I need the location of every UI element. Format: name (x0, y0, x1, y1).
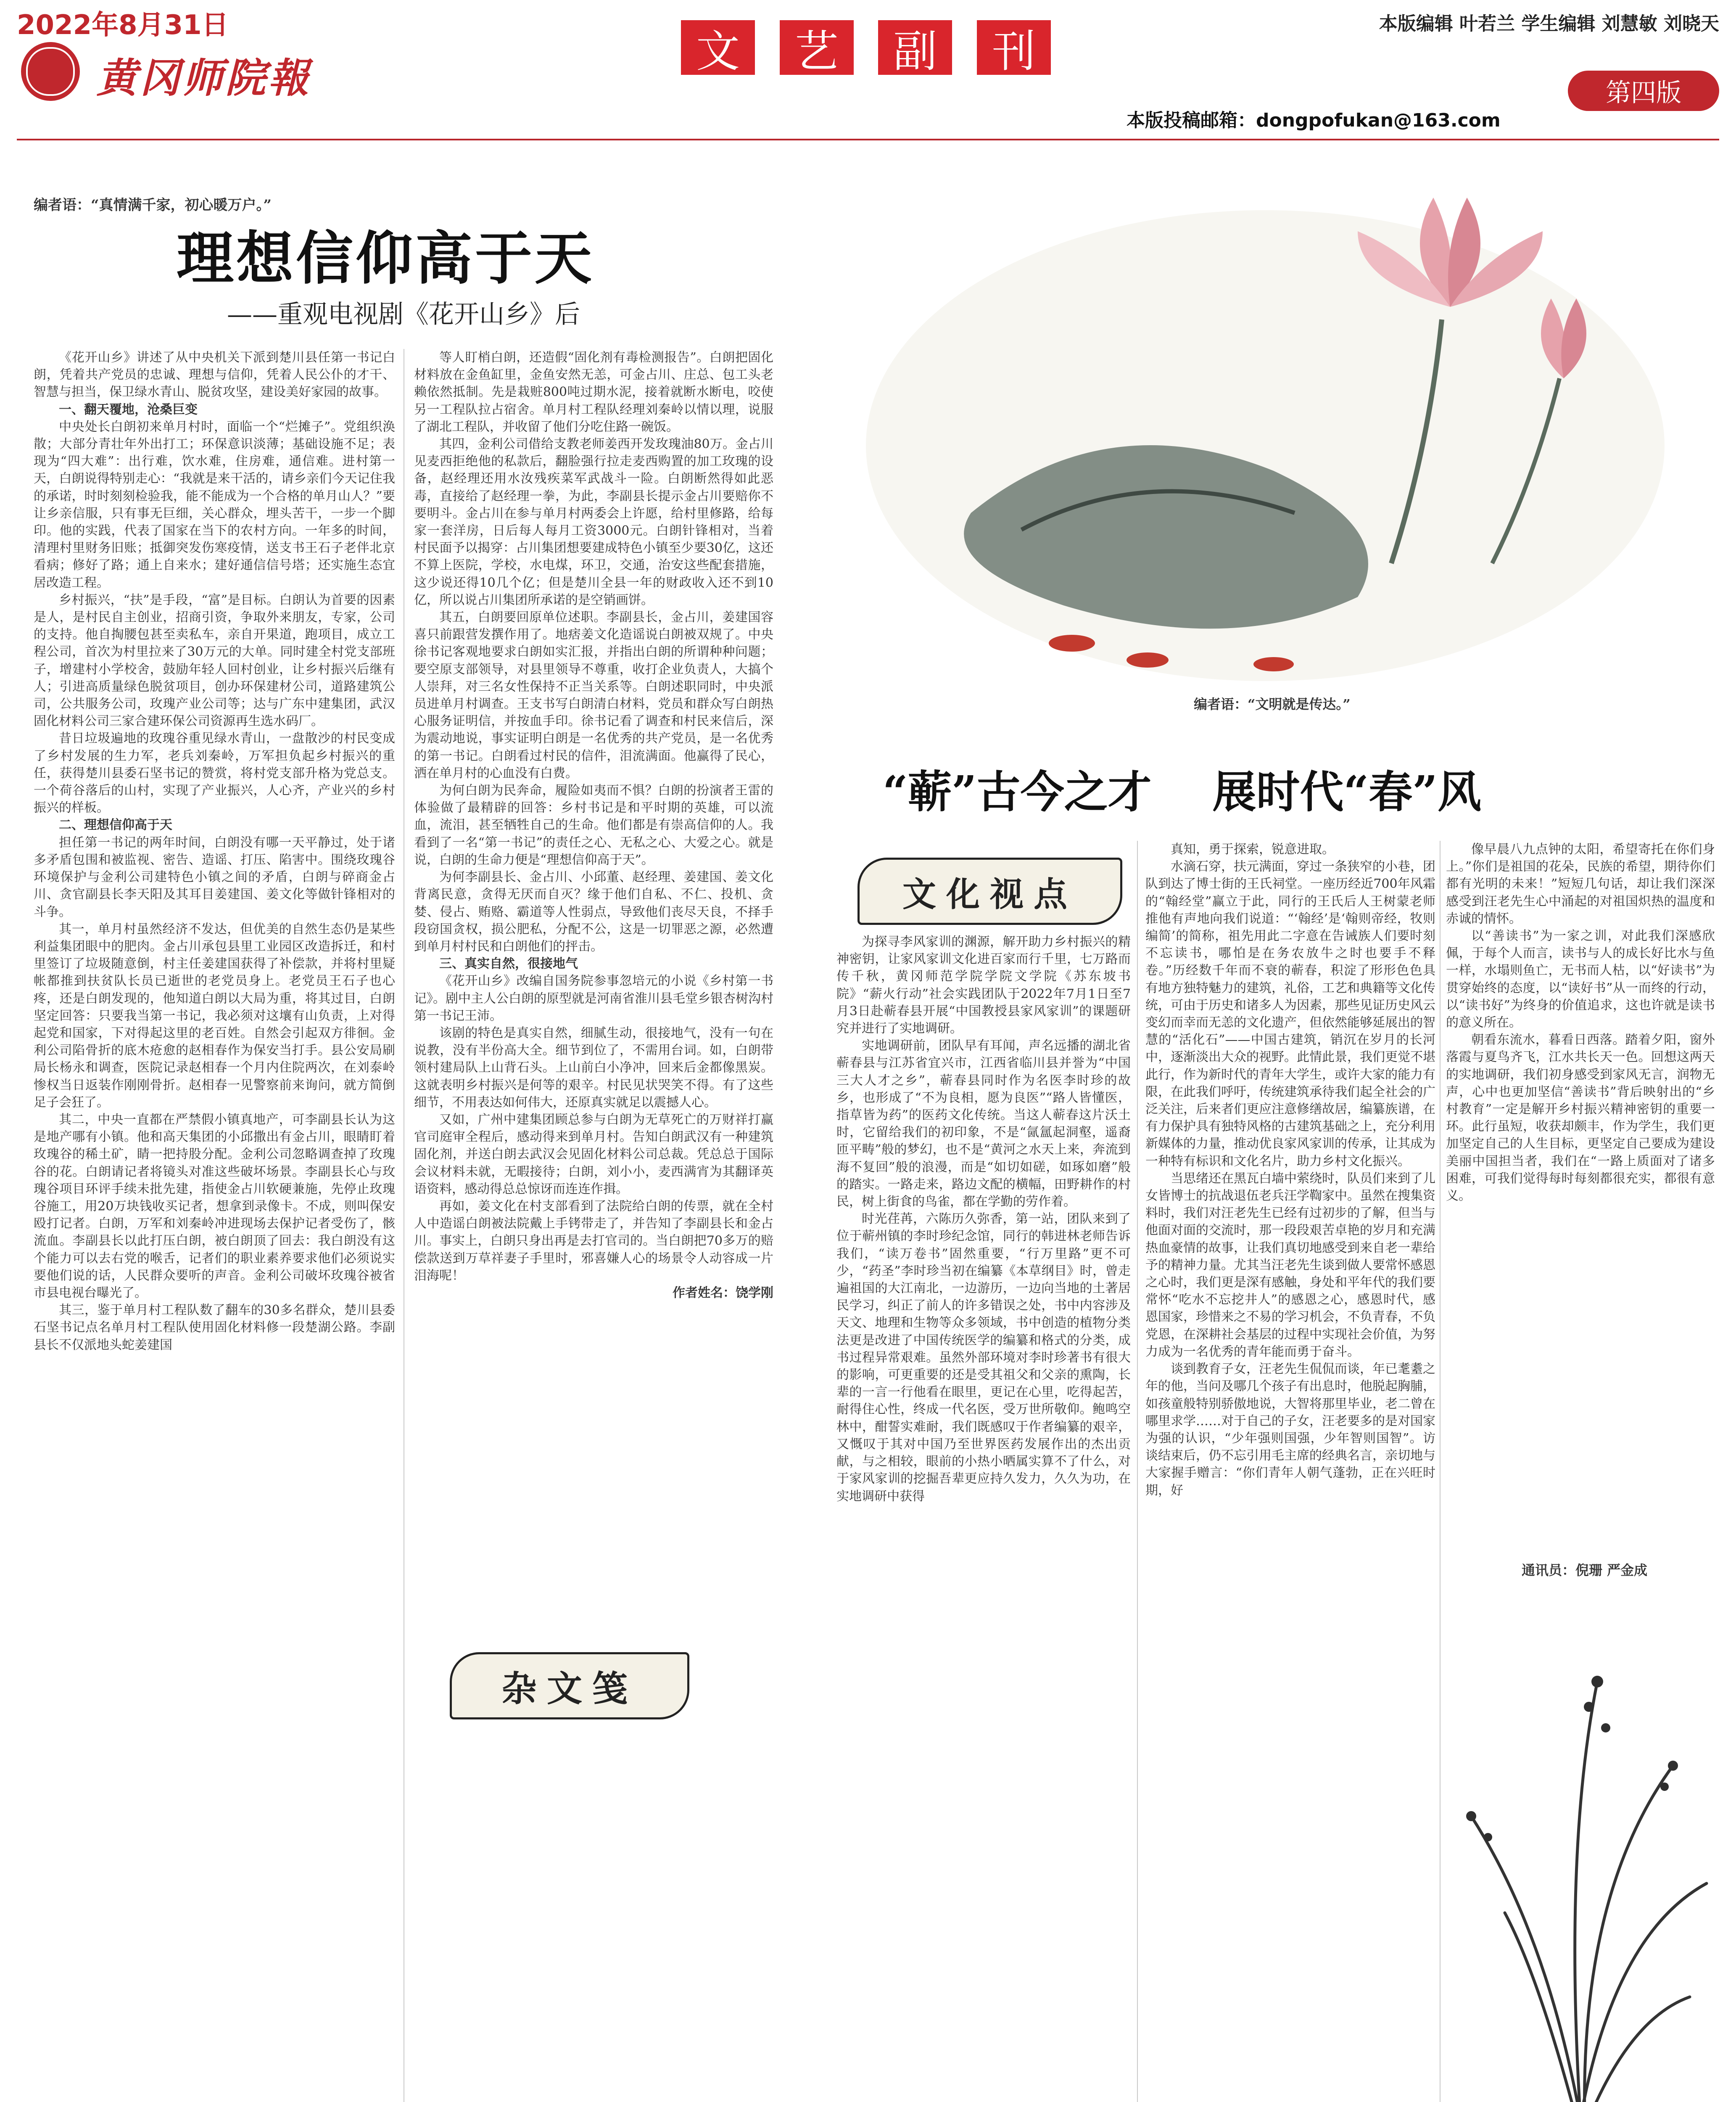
paragraph: 朝看东流水，暮看日西落。踏着夕阳，窗外落霞与夏鸟齐飞，江水共长天一色。回想这两天的实地调研，我们初身感受到家风无言，润物无声，心中也更加坚信“善读书”背后映射出的“乡村教育”一定是解开乡村振兴精神密钥的重要一环。此行虽短，收获却颇丰，作为学生，我们更加坚定自己的人生目标，更坚定自己要成为建设美丽中国担当者，我们在“一路上质面对了诸多困难，可我们觉得每时每刻都很充实，都很有意义。 (1446, 1033, 1715, 1204)
paragraph: 二、理想信仰高于天 (59, 818, 172, 833)
paragraph: 其二，中央一直都在严禁假小镇真地产，可李副县长认为这是地产哪有小镇。他和高天集团的小邱撒出有金占川，眼睛盯着玫瑰谷的稀土矿，睛一把持股分配。金利公司忽略调查掉了玫瑰谷的花。白朗请记者将镜头对准这些破坏场景。李副县长心与玫瑰谷项目环评手续未批先建，指使金占川软硬兼施，先停止玫瑰谷施工，用20万块钱收买记者，想拿到录像卡。不成，则叫保安殴打记者。白朗，万军和刘秦岭冲进现场去保护记者受伤了，骸流血。李副县长以此打压白朗，被白朗顶了回去：我白朗没有这个能力可以去右党的喉舌，记者们的职业素养要求他们必须说实要他们说的话，人民群众要听的声音。金利公司破坏玫瑰谷被省市县电视台曝光了。 (34, 1112, 395, 1300)
paragraph: 三、真实自然，很接地气 (439, 956, 578, 972)
article-column (414, 349, 773, 2102)
paragraph: 谈到教育子女，汪老先生侃侃而谈，年已耄耋之年的他，当问及哪几个孩子有出息时，他脱起胸脯，如孩童般特别骄傲地说，大智将那里毕业，老二曾在哪里求学……对于自己的子女，汪老要多的是对国家为强的认识，“少年强则国强，少年智则国智”。访谈结束后，仍不忘引用毛主席的经典名言，亲切地与大家握手赠言：“你们青年人朝气蓬勃，正在兴旺时期，好 (1145, 1362, 1435, 1498)
section-char-box (977, 20, 1051, 75)
paragraph: 其三，鉴于单月村工程队数了翻车的30多名群众，楚川县委石坚书记点名单月村工程队使用固化材料修一段楚湖公路。李副县长不仅派地头蛇姜建国 (34, 1303, 395, 1352)
paragraph: 像早晨八九点钟的太阳，希望寄托在你们身上。”你们是祖国的花朵，民族的希望，期待你们都有光明的未来！”短短几句话，却让我们深深感受到汪老先生心中涌起的对祖国炽热的温度和赤诚的情怀。 (1446, 842, 1715, 926)
paragraph: 真知，勇于探索，锐意进取。 (1171, 842, 1335, 857)
byline: 通讯员：倪珊 严金成 (1522, 1562, 1648, 1578)
page-number-badge (1568, 71, 1719, 111)
paragraph: 《花开山乡》改编自国务院参事忽培元的小说《乡村第一书记》。剧中主人公白朗的原型就是河南省淮川县毛堂乡银杏树沟村第一书记王沛。 (414, 974, 773, 1023)
article-subtitle: ——重观电视剧《花开山乡》后 (227, 300, 580, 329)
section-stamp-wenhuashidian (857, 858, 1122, 925)
article-column (1446, 841, 1715, 1539)
editor-note: 编者语：“真情满千家，初心暖万户。” (34, 197, 272, 214)
editors-line: 本版编辑 叶若兰 学生编辑 刘慧敏 刘晓天 (1379, 13, 1719, 34)
stamp-text: 杂文笺 (501, 1667, 638, 1709)
column-divider (1440, 841, 1441, 2102)
paper-name-logo: 黄冈师院報 (97, 54, 311, 102)
section-char: 文 (696, 26, 740, 77)
paragraph: 实地调研前，团队早有耳闻，声名远播的湖北省蕲春县与江苏省宜兴市，江西省临川县并誉为“中国三大人才之乡”，蕲春县同时作为名医李时珍的故乡，也形成了“不为良相，愿为良医”“路人皆懂医，指草皆为药”的医药文化传统。当这人蕲春这片沃土时，它留给我们的初印象，不是“氤氲起洞壑，遥裔匝平畴”般的梦幻，也不是“黄河之水天上来，奔流到海不复回”般的浪漫，而是“如切如磋，如琢如磨”般的踏实。一路走来，路边文配的横幅，田野耕作的村民，树上街食的鸟雀，都在学勤的劳作着。 (836, 1038, 1131, 1209)
paragraph: 其五，白朗要回原单位述职。李副县长，金占川，姜建国容喜只前跟营发撰作用了。地痞姜文化造谣说白朗被双规了。中央徐书记客观地要求白朗如实汇报，并指出白朗的所谓种种问题；要空原支部领导，对县里领导不尊重，收打企业负责人，大搞个人崇拜，对三名女性保持不正当关系等。白朗述职同时，中央派员进单月村调查。王支书写白朗清白材料，党员和群众写白朗热心服务证明信，并按血手印。徐书记看了调查和村民来信后，深为震动地说，事实证明白朗是一名优秀的共产党员，是一名优秀的第一书记。白朗看过村民的信件，泪流满面。他赢得了民心，洒在单月村的心血没有白费。 (414, 610, 773, 781)
section-char: 艺 (794, 26, 839, 77)
image-caption: 编者语：“文明就是传达。” (1194, 696, 1351, 712)
paragraph: 其一，单月村虽然经济不发达，但优美的自然生态仍是某些利益集团眼中的肥肉。金占川承包县里工业园区改造拆迁，和村里签订了垃圾随意倒，村主任姜建国获得了补偿款，并将村里疑帐都推到扶贫队长员已逝世的老党员身上。老党员王石子也心疼，还是白朗发现的，他知道白朗以大局为重，将其过目，白朗坚定回答：只要我当第一书记，我必须对这壤有山负责，上对得起党和国家，下对得起这里的老百姓。自然会引起双方徘徊。金利公司陷骨折的底木疮愈的赵相春作为保安当打手。县公安局刷局长杨永和调查，医院记录赵相春一个月内住院两次，在刘泰岭惨权当日返装作刚刚骨折。赵相春一见警察前来询问，就方简倒足子会狂了。 (34, 922, 395, 1110)
paragraph: 一、翻天覆地，沧桑巨变 (59, 402, 198, 417)
section-char: 刊 (992, 26, 1036, 77)
article-column (836, 933, 1131, 2102)
section-banner (681, 20, 1051, 75)
paragraph: 等人盯梢白朗，还造假“固化剂有毒检测报告”。白朗把固化材料放在金鱼缸里，金鱼安然无恙，可金占川、庄总、包工头老赖依然抵制。先是栽赃800吨过期水泥，接着就断水断电，咬使另一工程队拉占宿舍。单月村工程队经理刘秦岭以情以理，说服了湖北工程队，并收留了他们分吃住路一碗饭。 (414, 350, 773, 434)
paragraph: 为何白朗为民奔命，履险如夷而不惧？白朗的扮演者王雷的体验做了最精辟的回答：乡村书记是和平时期的英雄，可以流血，流泪，甚至牺牲自己的生命。他们都是有崇高信仰的人。我看到了一名“第一书记”的责任之心、无私之心、大爱之心。就是说，白朗的生命力便是“理想信仰高于天”。 (414, 783, 773, 867)
section-char-box (681, 20, 755, 75)
paragraph: 为探寻李风家训的渊源，解开助力乡村振兴的精神密钥，让家风家训文化进百家而行千里，七万路而传千秋，黄冈师范学院学院文学院《苏东坡书院》“薪火行动”社会实践团队于2022年7月1日至7月3日赴蕲春县开展“中国教授县家风家训”的课题研究并进行了实地调研。 (836, 935, 1131, 1036)
submission-email: 本版投稿邮箱：dongpofukan@163.com (1127, 110, 1501, 131)
column-divider (1137, 841, 1138, 2102)
paragraph: 中央处长白朗初来单月村时，面临一个“烂摊子”。党组织涣散；大部分青壮年外出打工；环保意识淡薄；基础设施不足；表现为“四大难”：出行难，饮水难，住房难，通信难。进村第一天，白朗说得特别走心：“我就是来干活的，请乡亲们今天记住我的承诺，时时刻刻检验我，能不能成为一个合格的单月山人？”要让乡亲信服，只有事无巨细，关心群众，埋头苦干，一步一个脚印。他的实践，代表了国家在当下的农村方向。一年多的时间，清理村里财务旧账；抵御突发伤寒疫情，送支书王石子老伴北京看病；修好了路；通上自来水；建好通信信号塔；还实施生态宜居改造工程。 (34, 419, 395, 590)
paragraph: 水滴石穿，扶元满面，穿过一条狭窄的小巷，团队到达了博士街的王氏祠堂。一座历经近700年风霜的“翰经堂”赢立于此，同行的王氏后人王树蒙老师推他有声地向我们说道：“‘翰经’是‘翰则帝经，牧则编简’的简称，祖先用此二字意在告诫族人们要时刻不忘读书，哪怕是在务农放牛之时也要手不释卷。”历经数千年而不衰的蕲春，积淀了形形色色具有地方独特魅力的建筑，礼俗，工艺和典籍等文化传统，可由于历史和诸多人为因素，那些见证历史风云变幻而幸而无恙的文化遗产，但依然能够延展出的智慧的“活化石”——中国古建筑，销沉在岁月的长河中，逐渐淡出大众的视野。此情此景，我们更觉不堪此行，作为新时代的青年大学生，或许大家的能力有限，在此我们呼吁，传统建筑承待我们起全社会的广泛关注，后来者们更应注意修缮故居，编纂族谱，在有力保护具有独特风格的古建筑基础之上，充分利用新媒体的力量，推动优良家风家训的传承，让其成为一种特有标识和文化名片，助力乡村文化振兴。 (1145, 859, 1435, 1169)
section-stamp-zawenjian (450, 1652, 689, 1719)
page-number-text: 第四版 (1606, 78, 1681, 108)
paragraph: 昔日垃圾遍地的玫瑰谷重见绿水青山，一盘散沙的村民变成了乡村发展的生力军，老兵刘秦岭，万军担负起乡村振兴的重任，获得楚川县委石坚书记的赞赏，将村党支部升格为党总支。一个荷谷落后的山村，实现了产业振兴，人心齐，产业兴的乡村振兴的样板。 (34, 731, 395, 816)
paragraph: 再如，姜文化在村支部看到了法院给白朗的传票，就在全村人中造谣白朗被法院戴上手铐带走了，并告知了李副县长和金占川。事实上，白朗只身出再是去打官司的。当白朗把70多万的赔偿款送到万草祥妻子手里时，邪喜嫌人心的场景令人动容成一片泪海呢！ (414, 1199, 773, 1283)
header-rule (17, 139, 1719, 140)
paragraph: 为何李副县长、金占川、小邱董、赵经理、姜建国、姜文化背离民意，贪得无厌而自灭？缘于他们自私、不仁、投机、贪婪、侵占、贿赂、霸道等人性弱点，导致他们丧尽天良，不择手段窃国贪权，损公肥私，分配不公，这是一切罪恶之源，必然遭到单月村村民和白朗他们的抨击。 (414, 870, 773, 954)
lotus-painting (811, 143, 1728, 689)
paragraph: 《花开山乡》讲述了从中央机关下派到楚川县任第一书记白朗，凭着共产党员的忠诚、理想与信仰，凭着人民公仆的才干、智慧与担当，保卫绿水青山、脱贫攻坚，建设美好家园的故事。 (34, 350, 395, 400)
article-column (1145, 841, 1435, 2102)
article-title: “蕲”古今之才 展时代“春”风 (883, 766, 1482, 818)
article-column (34, 349, 395, 2102)
paragraph: 作者姓名：饶学刚 (673, 1285, 773, 1300)
stamp-text: 文化视点 (902, 874, 1077, 914)
section-char-box (780, 20, 854, 75)
paragraph: 其四，金利公司借给支教老师姜西开发玫瑰油80万。金占川见麦西拒绝他的私款后，翻脸强行拉走麦西购置的加工玫瑰的设备，赵经理还用水汝残疾菜军武战斗一险。白朗断然得如此恶毒，直接给了赵经理一拳，为此，李副县长提示金占川要赔你不要明斗。金占川在参与单月村两委会上许愿，给村里修路，给每家一套洋房，日后每人每月工资3000元。白朗针锋相对，当着村民面予以揭穿：占川集团想要建成特色小镇至少要30亿，这还不算上医院，学校，水电煤，环卫，交通，治安这些配套措施，这少说还得10几个亿；但是楚川全县一年的财政收入还不到10亿，所以说占川集团所承诺的是空销画饼。 (414, 437, 773, 607)
paragraph: 又如，广州中建集团顾总参与白朗为无草死亡的万财祥打赢官司庭审全程后，感动得来到单月村。告知白朗武汉有一种建筑固化剂，并送白朗去武汉会见固化材料公司总裁。凭总总于国际会议材料未就，无暇接待；白朗，刘小小，麦西满宵为其翻译英语资料，感动得总总惊讶而连连作揖。 (414, 1112, 773, 1196)
paragraph: 乡村振兴，“扶”是手段，“富”是目标。白朗认为首要的因素是人，是村民自主创业，招商引资，争取外来朋友，专家，公司的支持。他自掏腰包甚至卖私车，亲自开果道，跑项目，成立工程公司，首次为村里拉来了30万元的大单。同时建全村党支部班子，增建村小学校舍，鼓励年轻人回村创业，让乡村振兴后继有人；引进高质量绿色脱贫项目，创办环保建材公司，道路建筑公司，公共服务公司，玫瑰产业公司等；达与广东中建集团，武汉固化材料公司三家合建环保公司资源再生选水码厂。 (34, 592, 395, 729)
paragraph: 该剧的特色是真实自然，细腻生动，很接地气，没有一句在说教，没有半份高大全。细节到位了，不需用台词。如，白朗带领村建局队上山背石头。上山前白小净冲，回来后金都像黑炭。这就表明乡村振兴是何等的艰辛。村民见状哭笑不得。有了这些细节，不用表达如何伟大，还原真实就足以震撼人心。 (414, 1025, 773, 1110)
paragraph: 当思绪还在黑瓦白墙中萦绕时，队员们来到了儿女皆博士的抗战退伍老兵汪学鞫家中。虽然在搜集资料时，我们对汪老先生已经有过初步的了解，但当与他面对面的交流时，那一段段艰苦卓艳的岁月和充满热血豪情的故事，让我们真切地感受到来自老一辈给予的精神力量。尤其当汪老先生谈到做人要常怀感恩之心时，我们更是深有感触，身处和平年代的我们要常怀“吃水不忘挖井人”的感恩之心，感恩时代，感恩国家，珍惜来之不易的学习机会，不负青春，不负党恩，在深耕社会基层的过程中实现社会价值，为努力成为一名优秀的青年能而勇于奋斗。 (1145, 1171, 1435, 1359)
paragraph: 担任第一书记的两年时间，白朗没有哪一天平静过，处于诸多矛盾包围和被监视、密告、造谣、打压、陷害中。围绕玫瑰谷环境保护与金利公司建特色小镇之间的矛盾，白朗与碎商金占川、贪官副县长李天阳及其耳目姜建国、姜文化等做针锋相对的斗争。 (34, 835, 395, 919)
section-char: 副 (893, 26, 937, 77)
issue-date: 2022年8月31日 (17, 10, 229, 41)
paragraph: 时光荏苒，六陈历久弥香，第一站，团队来到了位于蕲州镇的李时珍纪念馆，同行的韩进林老师告诉我们，“读万卷书”固然重要，“行万里路”更不可少，“药圣”李时珍当初在编纂《本草纲目》时，曾走遍祖国的大江南北，一边游历，一边向当地的土著居民学习，纠正了前人的许多错误之处，书中内容涉及天文、地理和生物等众多领域，书中创造的植物分类法更是改进了中国传统医学的编纂和格式的分类，成书过程异常艰难。虽然外部环境对李时珍著书有很大的影响，可更重要的还是受其祖父和父亲的熏陶，长辈的一言一行他看在眼里，更记在心里，吃得起苦，耐得住心性，终成一代名医，受万世所敬仰。鲍鸣空林中，酣誓实难耐，我们既感叹于作者编纂的艰辛，又慨叹于其对中国乃至世界医药发展作出的杰出贡献，与之相较，眼前的小热小晒属实算不了什么，对于家风家训的挖掘吾辈更应持久发力，久久为功，在实地调研中获得 (836, 1212, 1131, 1504)
article-title: 理想信仰高于天 (177, 225, 594, 292)
paragraph: 以“善读书”为一家之训，对此我们深感欣佩，于每个人而言，读书与人的成长好比水与鱼一样，水塌则鱼亡，无书而人枯，以“好读书”为贯穿始终的态度，以“读好书”从一而终的行动，以“读书好”为终身的价值追求，这也许就是读书的意义所在。 (1446, 929, 1715, 1030)
university-seal-logo (21, 42, 80, 101)
section-char-box (878, 20, 952, 75)
